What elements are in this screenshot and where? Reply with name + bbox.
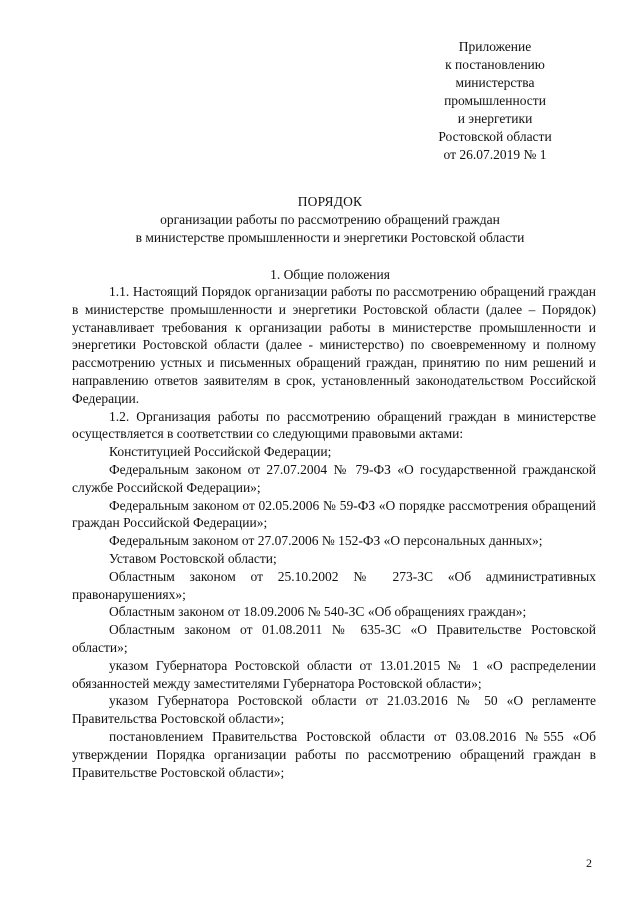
appendix-line: от 26.07.2019 № 1 bbox=[443, 147, 547, 162]
document-body bbox=[72, 283, 596, 781]
paragraph: Федеральным законом от 27.07.2006 № 152-ФЗ «О персональных данных»; bbox=[109, 533, 543, 549]
paragraph: 1.1. Настоящий Порядок организации работы по рассмотрению обращений граждан в министерстве промышленности и энергетики Ростовской области (далее – Порядок) устанавливает требования к организации работы в министерстве промышленности и энергетики Ростовской области (далее - министерство) по своевременному и полному рассмотрению устных и письменных обращений граждан, принятию по ним решений и направлению ответов заявителям в срок, установленный законодательством Российской Федерации. bbox=[72, 284, 596, 406]
title-line: в министерстве промышленности и энергетики Ростовской области bbox=[135, 230, 525, 245]
section-heading: 1. Общие положения bbox=[270, 267, 390, 282]
appendix-line: Ростовской области bbox=[438, 129, 552, 144]
paragraph: указом Губернатора Ростовской области от 21.03.2016 № 50 «О регламенте Правительства Ростовской области»; bbox=[72, 693, 596, 727]
paragraph: Конституцией Российской Федерации; bbox=[109, 444, 332, 460]
paragraph: Областным законом от 25.10.2002 № 273-ЗС «Об административных правонарушениях»; bbox=[72, 568, 596, 602]
paragraph: указом Губернатора Ростовской области от 13.01.2015 № 1 «О распределении обязанностей между заместителями Губернатора Ростовской области»; bbox=[72, 657, 596, 691]
appendix-line: и энергетики bbox=[457, 111, 533, 126]
paragraph: Федеральным законом от 02.05.2006 № 59-ФЗ «О порядке рассмотрения обращений граждан Российской Федерации»; bbox=[72, 497, 596, 531]
title-line: организации работы по рассмотрению обращений граждан bbox=[160, 212, 500, 227]
appendix-line: промышленности bbox=[444, 93, 546, 108]
paragraph: Федеральным законом от 27.07.2004 № 79-ФЗ «О государственной гражданской службе Российской Федерации»; bbox=[72, 461, 596, 495]
appendix-block bbox=[380, 38, 610, 164]
document-title bbox=[60, 193, 600, 247]
appendix-line: министерства bbox=[455, 75, 535, 90]
paragraph: Областным законом от 18.09.2006 № 540-ЗС «Об обращениях граждан»; bbox=[109, 604, 527, 620]
appendix-line: к постановлению bbox=[445, 57, 545, 72]
page-number: 2 bbox=[586, 856, 592, 870]
paragraph: 1.2. Организация работы по рассмотрению обращений граждан в министерстве осуществляется в соответствии со следующими правовыми актами: bbox=[72, 408, 596, 442]
paragraph: постановлением Правительства Ростовской области от 03.08.2016 №555 «Об утверждении Порядка организации работы по рассмотрению обращений граждан в Правительстве Ростовской области»; bbox=[72, 728, 596, 780]
paragraph: Уставом Ростовской области; bbox=[109, 550, 277, 566]
appendix-line: Приложение bbox=[458, 39, 532, 54]
title-heading: ПОРЯДОК bbox=[297, 194, 363, 209]
paragraph: Областным законом от 01.08.2011 № 635-ЗС «О Правительстве Ростовской области»; bbox=[72, 622, 596, 655]
